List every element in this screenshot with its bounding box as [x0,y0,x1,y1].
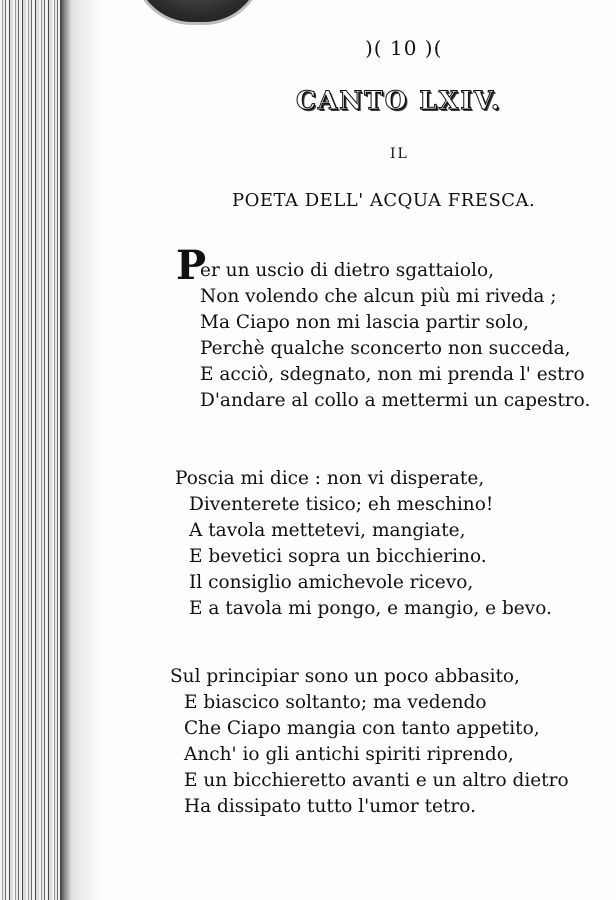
stanza-1 [176,258,590,414]
ink-stain [132,0,264,25]
verse-line: Ha dissipato tutto l'umor tetro. [184,796,476,817]
verse-line: Non volendo che alcun più mi riveda ; [200,286,557,307]
verse-line: Che Ciapo mangia con tanto appetito, [184,718,540,739]
verse-line: Ma Ciapo non mi lascia partir solo, [200,312,529,333]
stanza-2 [175,466,552,622]
poem-article: IL [390,146,409,162]
verse-line: E acciò, sdegnato, non mi prenda l' estro [200,364,585,385]
poem-title: POETA DELL' ACQUA FRESCA. [232,190,536,211]
verse-line: A tavola mettetevi, mangiate, [189,520,466,541]
verse-line: Il consiglio amichevole ricevo, [189,572,474,593]
verse-line: E un bicchieretto avanti e un altro dietro [184,770,569,791]
stanza-3 [170,664,569,820]
verse-line: Poscia mi dice : non vi disperate, [175,468,485,489]
verse-line: E biascico soltanto; ma vedendo [184,692,487,713]
verse-line: E bevetici sopra un bicchierino. [189,546,487,567]
verse-line: Sul principiar sono un poco abbasito, [170,666,520,687]
verse-line: Perchè qualche sconcerto non succeda, [200,338,571,359]
drop-cap: P [176,242,207,289]
verse-line: Diventerete tisico; eh meschino! [189,494,494,515]
page-edge [60,0,72,900]
page-number: )( 10 )( [365,36,443,60]
verse-line: D'andare al collo a mettermi un capestro. [200,390,591,411]
verse-line: Anch' io gli antichi spiriti riprendo, [184,744,514,765]
page-gutter-shadow [72,0,102,900]
verse-line: er un uscio di dietro sgattaiolo, [200,260,494,281]
verse-line: E a tavola mi pongo, e mangio, e bevo. [189,598,552,619]
canto-title: CANTO LXIV. [296,86,502,115]
